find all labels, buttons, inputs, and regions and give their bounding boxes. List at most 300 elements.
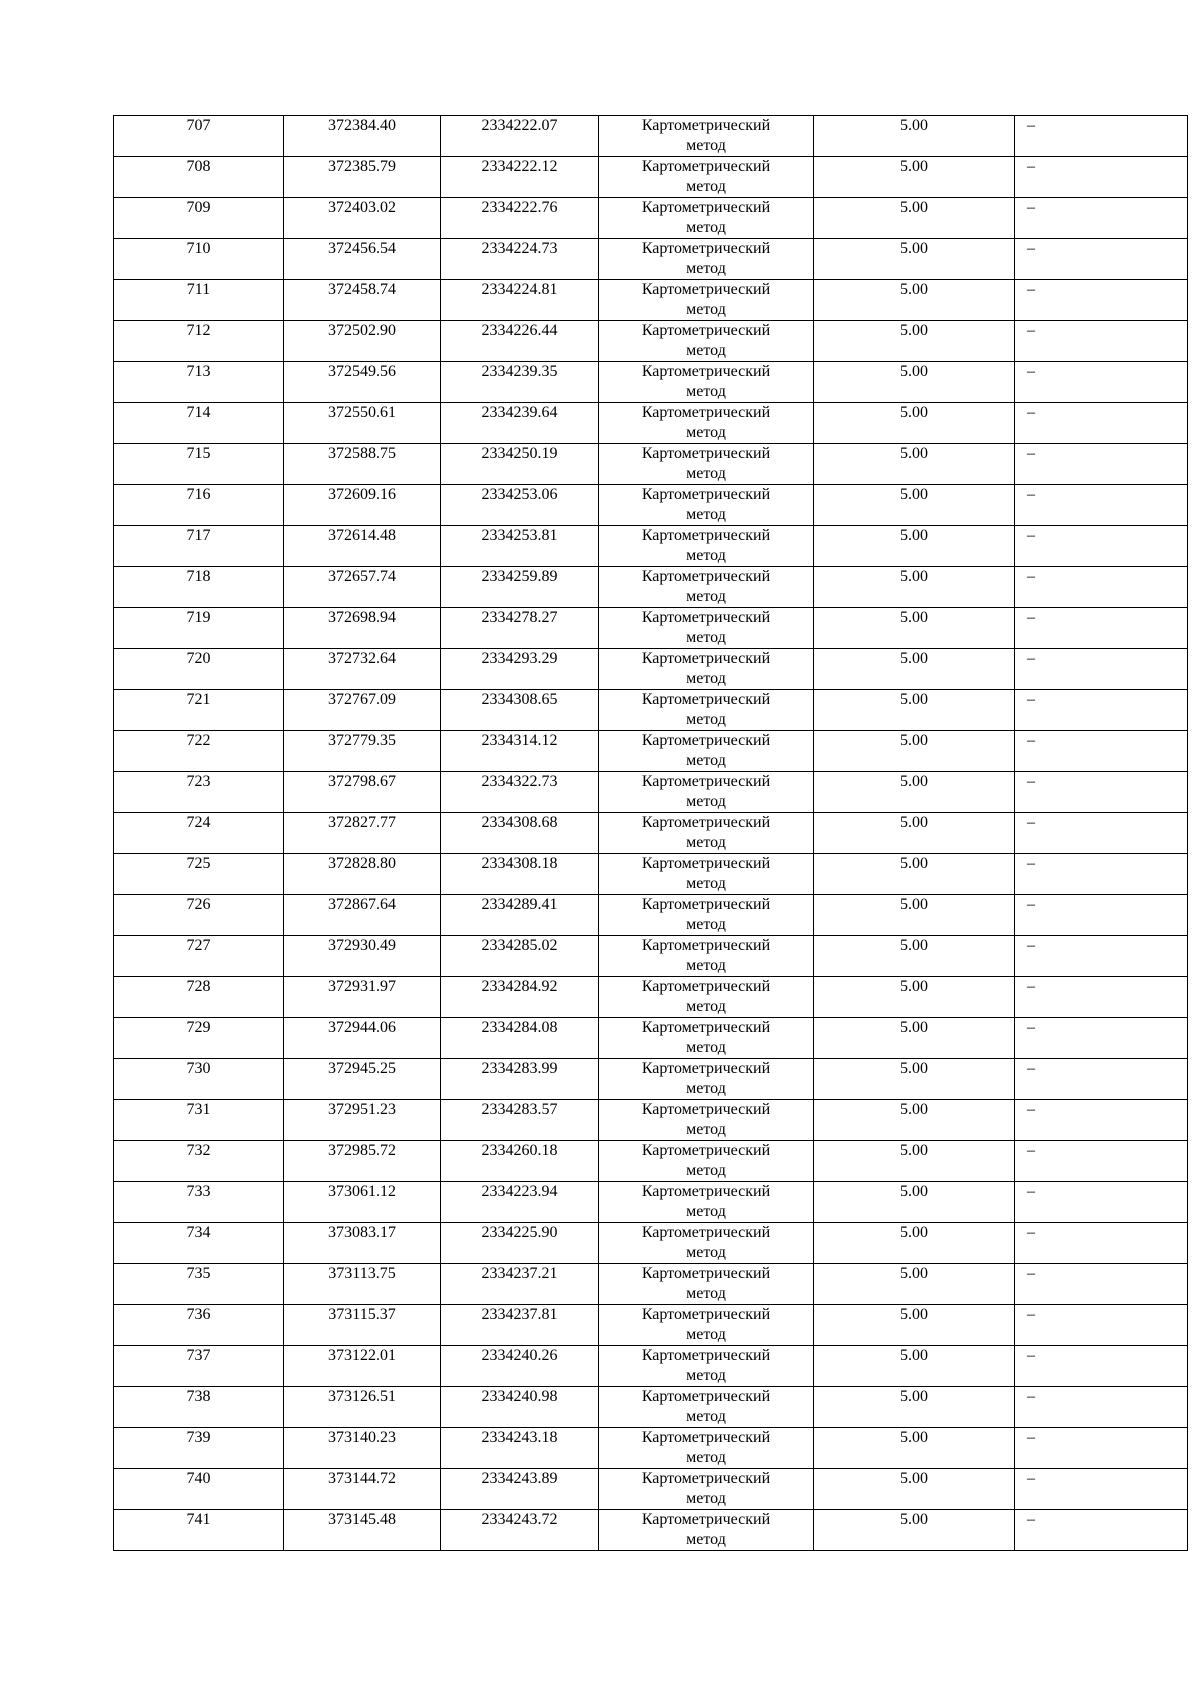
method-cell [599, 280, 814, 321]
method-line-2: метод [686, 1080, 726, 1097]
method-line-2: метод [686, 711, 726, 728]
note-cell: – [1015, 772, 1188, 813]
y-coordinate-cell: 2334293.29 [441, 649, 599, 690]
x-coordinate-cell: 372588.75 [284, 444, 441, 485]
table-row [114, 526, 1188, 567]
y-coordinate-cell: 2334284.92 [441, 977, 599, 1018]
table-row [114, 1059, 1188, 1100]
y-coordinate-cell: 2334222.12 [441, 157, 599, 198]
note-cell: – [1015, 567, 1188, 608]
point-number-cell: 717 [114, 526, 284, 567]
method-line-2: метод [686, 1490, 726, 1507]
accuracy-cell: 5.00 [814, 485, 1015, 526]
coordinates-table-body [114, 116, 1188, 1551]
point-number-cell: 715 [114, 444, 284, 485]
y-coordinate-cell: 2334225.90 [441, 1223, 599, 1264]
accuracy-cell: 5.00 [814, 1018, 1015, 1059]
note-cell: – [1015, 321, 1188, 362]
method-line-2: метод [686, 342, 726, 359]
method-line-1: Картометрический [641, 158, 771, 175]
method-cell [599, 1182, 814, 1223]
method-cell [599, 567, 814, 608]
point-number-cell: 716 [114, 485, 284, 526]
accuracy-cell: 5.00 [814, 280, 1015, 321]
y-coordinate-cell: 2334240.26 [441, 1346, 599, 1387]
accuracy-cell: 5.00 [814, 977, 1015, 1018]
y-coordinate-cell: 2334253.81 [441, 526, 599, 567]
accuracy-cell: 5.00 [814, 895, 1015, 936]
method-line-1: Картометрический [641, 978, 771, 995]
note-cell: – [1015, 895, 1188, 936]
x-coordinate-cell: 372614.48 [284, 526, 441, 567]
method-cell [599, 1305, 814, 1346]
x-coordinate-cell: 373145.48 [284, 1510, 441, 1551]
point-number-cell: 740 [114, 1469, 284, 1510]
method-line-1: Картометрический [641, 363, 771, 380]
method-cell [599, 895, 814, 936]
table-row [114, 567, 1188, 608]
method-cell [599, 321, 814, 362]
table-row [114, 1387, 1188, 1428]
x-coordinate-cell: 372767.09 [284, 690, 441, 731]
method-line-2: метод [686, 588, 726, 605]
point-number-cell: 739 [114, 1428, 284, 1469]
accuracy-cell: 5.00 [814, 649, 1015, 690]
method-line-1: Картометрический [641, 1306, 771, 1323]
table-row [114, 280, 1188, 321]
point-number-cell: 719 [114, 608, 284, 649]
method-line-1: Картометрический [641, 1347, 771, 1364]
table-row [114, 1428, 1188, 1469]
note-cell: – [1015, 444, 1188, 485]
method-cell [599, 1469, 814, 1510]
accuracy-cell: 5.00 [814, 362, 1015, 403]
method-line-2: метод [686, 834, 726, 851]
point-number-cell: 712 [114, 321, 284, 362]
accuracy-cell: 5.00 [814, 1387, 1015, 1428]
y-coordinate-cell: 2334239.64 [441, 403, 599, 444]
method-line-2: метод [686, 1121, 726, 1138]
note-cell: – [1015, 1346, 1188, 1387]
method-line-2: метод [686, 301, 726, 318]
point-number-cell: 709 [114, 198, 284, 239]
x-coordinate-cell: 372384.40 [284, 116, 441, 157]
x-coordinate-cell: 372502.90 [284, 321, 441, 362]
method-line-1: Картометрический [641, 527, 771, 544]
point-number-cell: 713 [114, 362, 284, 403]
method-cell [599, 198, 814, 239]
method-line-2: метод [686, 1244, 726, 1261]
point-number-cell: 738 [114, 1387, 284, 1428]
method-cell [599, 239, 814, 280]
note-cell: – [1015, 362, 1188, 403]
method-cell [599, 608, 814, 649]
method-cell [599, 1387, 814, 1428]
note-cell: – [1015, 608, 1188, 649]
x-coordinate-cell: 373115.37 [284, 1305, 441, 1346]
method-line-2: метод [686, 1203, 726, 1220]
method-line-1: Картометрический [641, 773, 771, 790]
method-line-2: метод [686, 957, 726, 974]
accuracy-cell: 5.00 [814, 1346, 1015, 1387]
x-coordinate-cell: 372985.72 [284, 1141, 441, 1182]
table-row [114, 157, 1188, 198]
method-cell [599, 1346, 814, 1387]
y-coordinate-cell: 2334284.08 [441, 1018, 599, 1059]
method-line-1: Картометрический [641, 1019, 771, 1036]
note-cell: – [1015, 1305, 1188, 1346]
accuracy-cell: 5.00 [814, 1469, 1015, 1510]
table-row [114, 1018, 1188, 1059]
y-coordinate-cell: 2334222.07 [441, 116, 599, 157]
method-line-2: метод [686, 1285, 726, 1302]
table-row [114, 1346, 1188, 1387]
accuracy-cell: 5.00 [814, 403, 1015, 444]
method-cell [599, 1100, 814, 1141]
point-number-cell: 734 [114, 1223, 284, 1264]
method-line-2: метод [686, 178, 726, 195]
y-coordinate-cell: 2334240.98 [441, 1387, 599, 1428]
accuracy-cell: 5.00 [814, 239, 1015, 280]
x-coordinate-cell: 372549.56 [284, 362, 441, 403]
accuracy-cell: 5.00 [814, 690, 1015, 731]
y-coordinate-cell: 2334250.19 [441, 444, 599, 485]
table-row [114, 485, 1188, 526]
method-line-2: метод [686, 1162, 726, 1179]
coordinates-table [113, 115, 1188, 1551]
x-coordinate-cell: 373113.75 [284, 1264, 441, 1305]
x-coordinate-cell: 373083.17 [284, 1223, 441, 1264]
point-number-cell: 711 [114, 280, 284, 321]
point-number-cell: 732 [114, 1141, 284, 1182]
x-coordinate-cell: 372930.49 [284, 936, 441, 977]
x-coordinate-cell: 372945.25 [284, 1059, 441, 1100]
table-row [114, 649, 1188, 690]
method-cell [599, 1059, 814, 1100]
x-coordinate-cell: 372403.02 [284, 198, 441, 239]
method-line-1: Картометрический [641, 445, 771, 462]
x-coordinate-cell: 373144.72 [284, 1469, 441, 1510]
method-cell [599, 1264, 814, 1305]
method-line-2: метод [686, 1367, 726, 1384]
method-line-1: Картометрический [641, 650, 771, 667]
method-line-1: Картометрический [641, 937, 771, 954]
method-line-2: метод [686, 998, 726, 1015]
accuracy-cell: 5.00 [814, 1428, 1015, 1469]
note-cell: – [1015, 526, 1188, 567]
point-number-cell: 731 [114, 1100, 284, 1141]
y-coordinate-cell: 2334239.35 [441, 362, 599, 403]
method-line-1: Картометрический [641, 1388, 771, 1405]
accuracy-cell: 5.00 [814, 1141, 1015, 1182]
method-line-1: Картометрический [641, 1101, 771, 1118]
accuracy-cell: 5.00 [814, 1264, 1015, 1305]
y-coordinate-cell: 2334289.41 [441, 895, 599, 936]
table-row [114, 936, 1188, 977]
method-line-1: Картометрический [641, 896, 771, 913]
point-number-cell: 707 [114, 116, 284, 157]
table-row [114, 1223, 1188, 1264]
point-number-cell: 729 [114, 1018, 284, 1059]
table-row [114, 1100, 1188, 1141]
method-line-2: метод [686, 670, 726, 687]
note-cell: – [1015, 1182, 1188, 1223]
method-line-2: метод [686, 1408, 726, 1425]
method-cell [599, 772, 814, 813]
method-line-1: Картометрический [641, 732, 771, 749]
note-cell: – [1015, 1264, 1188, 1305]
accuracy-cell: 5.00 [814, 444, 1015, 485]
point-number-cell: 728 [114, 977, 284, 1018]
method-line-1: Картометрический [641, 814, 771, 831]
point-number-cell: 724 [114, 813, 284, 854]
accuracy-cell: 5.00 [814, 1100, 1015, 1141]
note-cell: – [1015, 1100, 1188, 1141]
method-line-1: Картометрический [641, 322, 771, 339]
note-cell: – [1015, 1141, 1188, 1182]
table-row [114, 1469, 1188, 1510]
accuracy-cell: 5.00 [814, 1182, 1015, 1223]
note-cell: – [1015, 854, 1188, 895]
y-coordinate-cell: 2334322.73 [441, 772, 599, 813]
x-coordinate-cell: 372456.54 [284, 239, 441, 280]
y-coordinate-cell: 2334283.57 [441, 1100, 599, 1141]
y-coordinate-cell: 2334253.06 [441, 485, 599, 526]
method-line-1: Картометрический [641, 1142, 771, 1159]
y-coordinate-cell: 2334308.65 [441, 690, 599, 731]
note-cell: – [1015, 1428, 1188, 1469]
method-cell [599, 854, 814, 895]
table-row [114, 977, 1188, 1018]
method-cell [599, 731, 814, 772]
method-line-1: Картометрический [641, 1511, 771, 1528]
note-cell: – [1015, 813, 1188, 854]
method-cell [599, 444, 814, 485]
method-line-1: Картометрический [641, 1470, 771, 1487]
accuracy-cell: 5.00 [814, 321, 1015, 362]
method-line-2: метод [686, 1531, 726, 1548]
point-number-cell: 714 [114, 403, 284, 444]
point-number-cell: 735 [114, 1264, 284, 1305]
method-line-2: метод [686, 1326, 726, 1343]
x-coordinate-cell: 373126.51 [284, 1387, 441, 1428]
accuracy-cell: 5.00 [814, 731, 1015, 772]
method-line-2: метод [686, 506, 726, 523]
table-row [114, 1510, 1188, 1551]
y-coordinate-cell: 2334283.99 [441, 1059, 599, 1100]
table-row [114, 1141, 1188, 1182]
method-line-2: метод [686, 1449, 726, 1466]
table-row [114, 362, 1188, 403]
method-cell [599, 1018, 814, 1059]
x-coordinate-cell: 372944.06 [284, 1018, 441, 1059]
method-line-2: метод [686, 424, 726, 441]
table-row [114, 239, 1188, 280]
x-coordinate-cell: 372931.97 [284, 977, 441, 1018]
method-cell [599, 116, 814, 157]
method-line-2: метод [686, 465, 726, 482]
note-cell: – [1015, 690, 1188, 731]
accuracy-cell: 5.00 [814, 813, 1015, 854]
accuracy-cell: 5.00 [814, 198, 1015, 239]
point-number-cell: 741 [114, 1510, 284, 1551]
table-row [114, 1264, 1188, 1305]
point-number-cell: 730 [114, 1059, 284, 1100]
point-number-cell: 708 [114, 157, 284, 198]
note-cell: – [1015, 1223, 1188, 1264]
method-line-1: Картометрический [641, 199, 771, 216]
x-coordinate-cell: 372698.94 [284, 608, 441, 649]
table-row [114, 1182, 1188, 1223]
point-number-cell: 721 [114, 690, 284, 731]
method-line-1: Картометрический [641, 855, 771, 872]
method-cell [599, 403, 814, 444]
accuracy-cell: 5.00 [814, 854, 1015, 895]
method-cell [599, 485, 814, 526]
note-cell: – [1015, 977, 1188, 1018]
y-coordinate-cell: 2334259.89 [441, 567, 599, 608]
x-coordinate-cell: 372732.64 [284, 649, 441, 690]
method-line-2: метод [686, 1039, 726, 1056]
accuracy-cell: 5.00 [814, 1510, 1015, 1551]
x-coordinate-cell: 373061.12 [284, 1182, 441, 1223]
y-coordinate-cell: 2334308.18 [441, 854, 599, 895]
method-line-1: Картометрический [641, 281, 771, 298]
table-row [114, 444, 1188, 485]
method-cell [599, 977, 814, 1018]
x-coordinate-cell: 372657.74 [284, 567, 441, 608]
point-number-cell: 722 [114, 731, 284, 772]
method-cell [599, 936, 814, 977]
table-row [114, 895, 1188, 936]
method-line-2: метод [686, 137, 726, 154]
method-line-1: Картометрический [641, 1060, 771, 1077]
note-cell: – [1015, 485, 1188, 526]
x-coordinate-cell: 372951.23 [284, 1100, 441, 1141]
table-row [114, 813, 1188, 854]
x-coordinate-cell: 372798.67 [284, 772, 441, 813]
point-number-cell: 718 [114, 567, 284, 608]
x-coordinate-cell: 372550.61 [284, 403, 441, 444]
method-cell [599, 362, 814, 403]
method-line-2: метод [686, 383, 726, 400]
table-row [114, 116, 1188, 157]
note-cell: – [1015, 1059, 1188, 1100]
point-number-cell: 725 [114, 854, 284, 895]
accuracy-cell: 5.00 [814, 157, 1015, 198]
note-cell: – [1015, 198, 1188, 239]
method-cell [599, 649, 814, 690]
note-cell: – [1015, 116, 1188, 157]
x-coordinate-cell: 372609.16 [284, 485, 441, 526]
y-coordinate-cell: 2334243.18 [441, 1428, 599, 1469]
y-coordinate-cell: 2334308.68 [441, 813, 599, 854]
y-coordinate-cell: 2334237.21 [441, 1264, 599, 1305]
table-row [114, 403, 1188, 444]
y-coordinate-cell: 2334224.73 [441, 239, 599, 280]
y-coordinate-cell: 2334314.12 [441, 731, 599, 772]
accuracy-cell: 5.00 [814, 1059, 1015, 1100]
note-cell: – [1015, 649, 1188, 690]
y-coordinate-cell: 2334243.72 [441, 1510, 599, 1551]
point-number-cell: 710 [114, 239, 284, 280]
accuracy-cell: 5.00 [814, 567, 1015, 608]
method-line-2: метод [686, 916, 726, 933]
method-line-1: Картометрический [641, 240, 771, 257]
method-line-1: Картометрический [641, 1265, 771, 1282]
method-line-2: метод [686, 219, 726, 236]
note-cell: – [1015, 280, 1188, 321]
point-number-cell: 726 [114, 895, 284, 936]
method-line-2: метод [686, 629, 726, 646]
method-cell [599, 1223, 814, 1264]
note-cell: – [1015, 936, 1188, 977]
point-number-cell: 733 [114, 1182, 284, 1223]
method-line-2: метод [686, 752, 726, 769]
y-coordinate-cell: 2334222.76 [441, 198, 599, 239]
method-line-1: Картометрический [641, 486, 771, 503]
method-line-1: Картометрический [641, 404, 771, 421]
table-row [114, 854, 1188, 895]
method-line-2: метод [686, 547, 726, 564]
accuracy-cell: 5.00 [814, 116, 1015, 157]
method-line-2: метод [686, 793, 726, 810]
accuracy-cell: 5.00 [814, 1223, 1015, 1264]
table-row [114, 772, 1188, 813]
table-row [114, 198, 1188, 239]
point-number-cell: 723 [114, 772, 284, 813]
note-cell: – [1015, 1469, 1188, 1510]
table-row [114, 731, 1188, 772]
method-line-1: Картометрический [641, 1183, 771, 1200]
method-line-2: метод [686, 875, 726, 892]
accuracy-cell: 5.00 [814, 526, 1015, 567]
x-coordinate-cell: 372867.64 [284, 895, 441, 936]
y-coordinate-cell: 2334285.02 [441, 936, 599, 977]
method-cell [599, 813, 814, 854]
method-line-1: Картометрический [641, 691, 771, 708]
note-cell: – [1015, 1510, 1188, 1551]
x-coordinate-cell: 372779.35 [284, 731, 441, 772]
x-coordinate-cell: 372827.77 [284, 813, 441, 854]
y-coordinate-cell: 2334226.44 [441, 321, 599, 362]
method-cell [599, 1510, 814, 1551]
method-line-1: Картометрический [641, 568, 771, 585]
method-line-2: метод [686, 260, 726, 277]
method-cell [599, 157, 814, 198]
table-row [114, 690, 1188, 731]
point-number-cell: 727 [114, 936, 284, 977]
x-coordinate-cell: 372385.79 [284, 157, 441, 198]
y-coordinate-cell: 2334237.81 [441, 1305, 599, 1346]
method-line-1: Картометрический [641, 1429, 771, 1446]
method-line-1: Картометрический [641, 117, 771, 134]
note-cell: – [1015, 731, 1188, 772]
table-row [114, 1305, 1188, 1346]
method-cell [599, 690, 814, 731]
method-line-1: Картометрический [641, 609, 771, 626]
y-coordinate-cell: 2334243.89 [441, 1469, 599, 1510]
note-cell: – [1015, 403, 1188, 444]
table-row [114, 608, 1188, 649]
y-coordinate-cell: 2334260.18 [441, 1141, 599, 1182]
accuracy-cell: 5.00 [814, 608, 1015, 649]
x-coordinate-cell: 372828.80 [284, 854, 441, 895]
method-cell [599, 1428, 814, 1469]
method-line-1: Картометрический [641, 1224, 771, 1241]
table-row [114, 321, 1188, 362]
point-number-cell: 720 [114, 649, 284, 690]
